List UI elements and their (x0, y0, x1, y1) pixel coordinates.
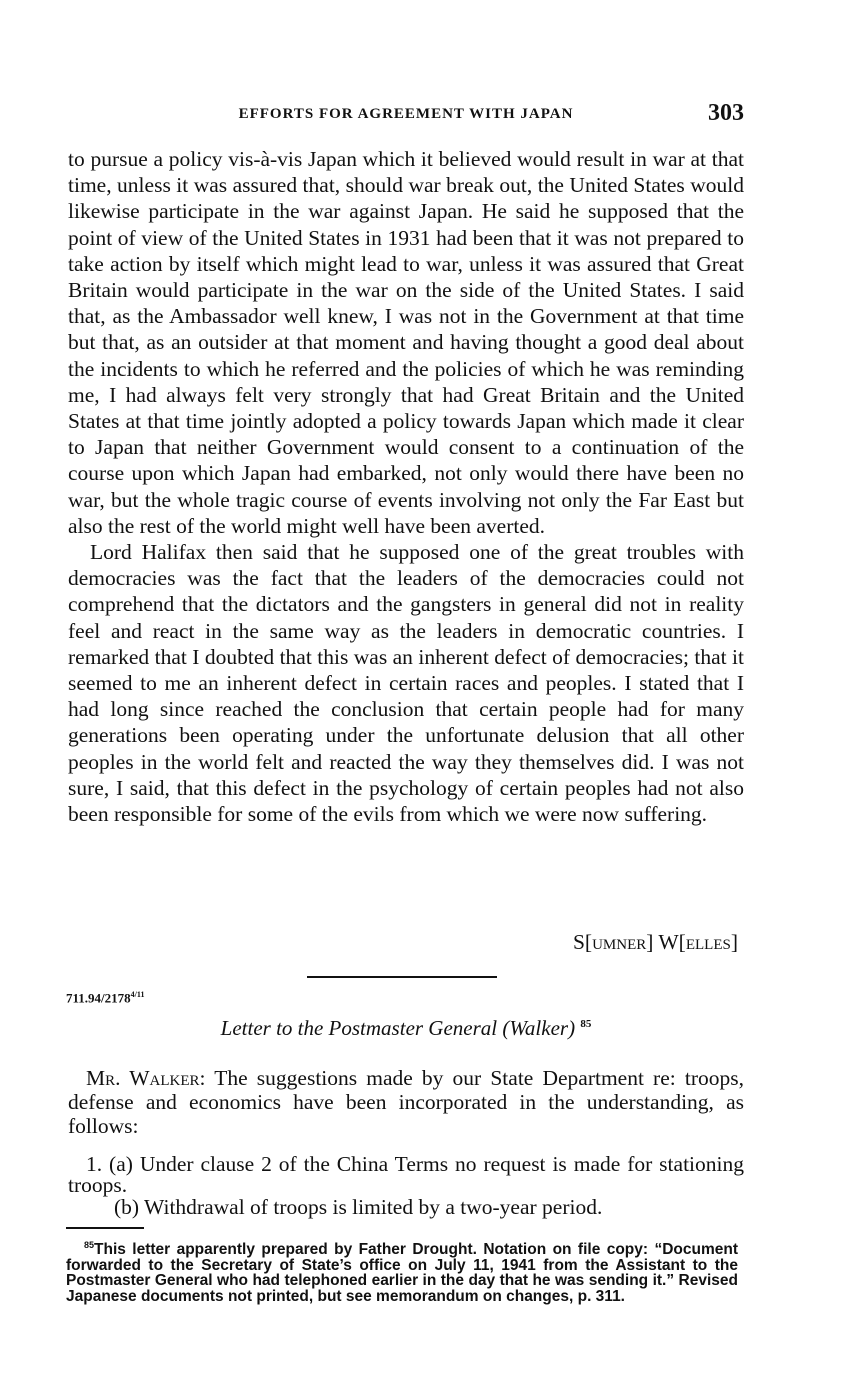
file-number (66, 990, 144, 1006)
list-item-1b: (b) Withdrawal of troops is limited by a two-year period. (114, 1195, 603, 1219)
signature: S[umner] W[elles] (572, 930, 738, 954)
footnote-rule (66, 1227, 144, 1229)
running-title: EFFORTS FOR AGREEMENT WITH JAPAN (238, 106, 574, 122)
paragraph-continued: to pursue a policy vis-à-vis Japan which it believed would result in war at that time, unless it was assured that, should war break out, the United States would likewise participate in the war against Japan. He said he supposed that the point of view of the United States in 1931 had been that it was not prepared to take action by itself which might lead to war, unless it was assured that Great Britain would participate in the war on the side of the United States. I said that, as the Ambassador well knew, I was not in the Government at that time but that, as an outsider at that moment and having thought a good deal about the incidents to which he referred and the policies of which he was reminding me, I had always felt very strongly that had Great Britain and the United States at that time jointly adopted a policy towards Japan which made it clear to Japan that neither Government would consent to a continuation of the course upon which Japan had embarked, not only would there have been no war, but the whole tragic course of events involving not only the Far East but also the rest of the world might well have been averted. (68, 147, 744, 538)
footnote-paragraph (66, 1238, 738, 1305)
letter-title-text: Letter to the Postmaster General (Walker) (220, 1016, 576, 1040)
footnote (66, 1238, 738, 1305)
salutation-name: Mr. Walker (86, 1066, 200, 1090)
section-divider (307, 976, 497, 978)
list-item-1a: 1. (a) Under clause 2 of the China Terms no request is made for stationing troops. (68, 1152, 744, 1197)
footnote-number: 85 (84, 1240, 95, 1250)
letter-body (68, 1066, 744, 1219)
page-number: 303 (708, 100, 744, 126)
salutation-text: : The suggestions made by our State Department re: troops, defense and economics have been incorporated in the understanding, as follows: (68, 1066, 744, 1138)
salutation-paragraph (68, 1066, 744, 1138)
paragraph-halifax: Lord Halifax then said that he supposed one of the great troubles with democracies was the fact that the leaders of the democracies could not comprehend that the dictators and the gangsters in general did not in reality feel and react in the same way as the leaders in democratic countries. I remarked that I doubted that this was an inherent defect of democracies; that it seemed to me an inherent defect in certain races and peoples. I stated that I had long since reached the conclusion that certain people had for many generations been operating under the unfortunate delusion that all other peoples in the world felt and reacted the way they themselves did. I was not sure, I said, that this defect in the psychology of certain peoples had not also been responsible for some of the evils from which we were now suffering. (68, 540, 744, 827)
file-number-main: 711.94/2178 (66, 990, 131, 1006)
body-text (68, 146, 744, 827)
file-number-fraction: 4/11 (130, 990, 145, 999)
footnote-text: This letter apparently prepared by Father Drought. Notation on file copy: “Document forwarded to the Secretary of State’s office on July 11, 1941 from the Assistant to the Postmaster General who had telephoned earlier in the day that he was sending it.” Revised Japanese documents not printed, but see memorandum on changes, p. 311. (66, 1241, 738, 1305)
footnote-reference: 85 (580, 1018, 592, 1030)
letter-title (68, 1016, 744, 1041)
page-header (68, 100, 744, 132)
